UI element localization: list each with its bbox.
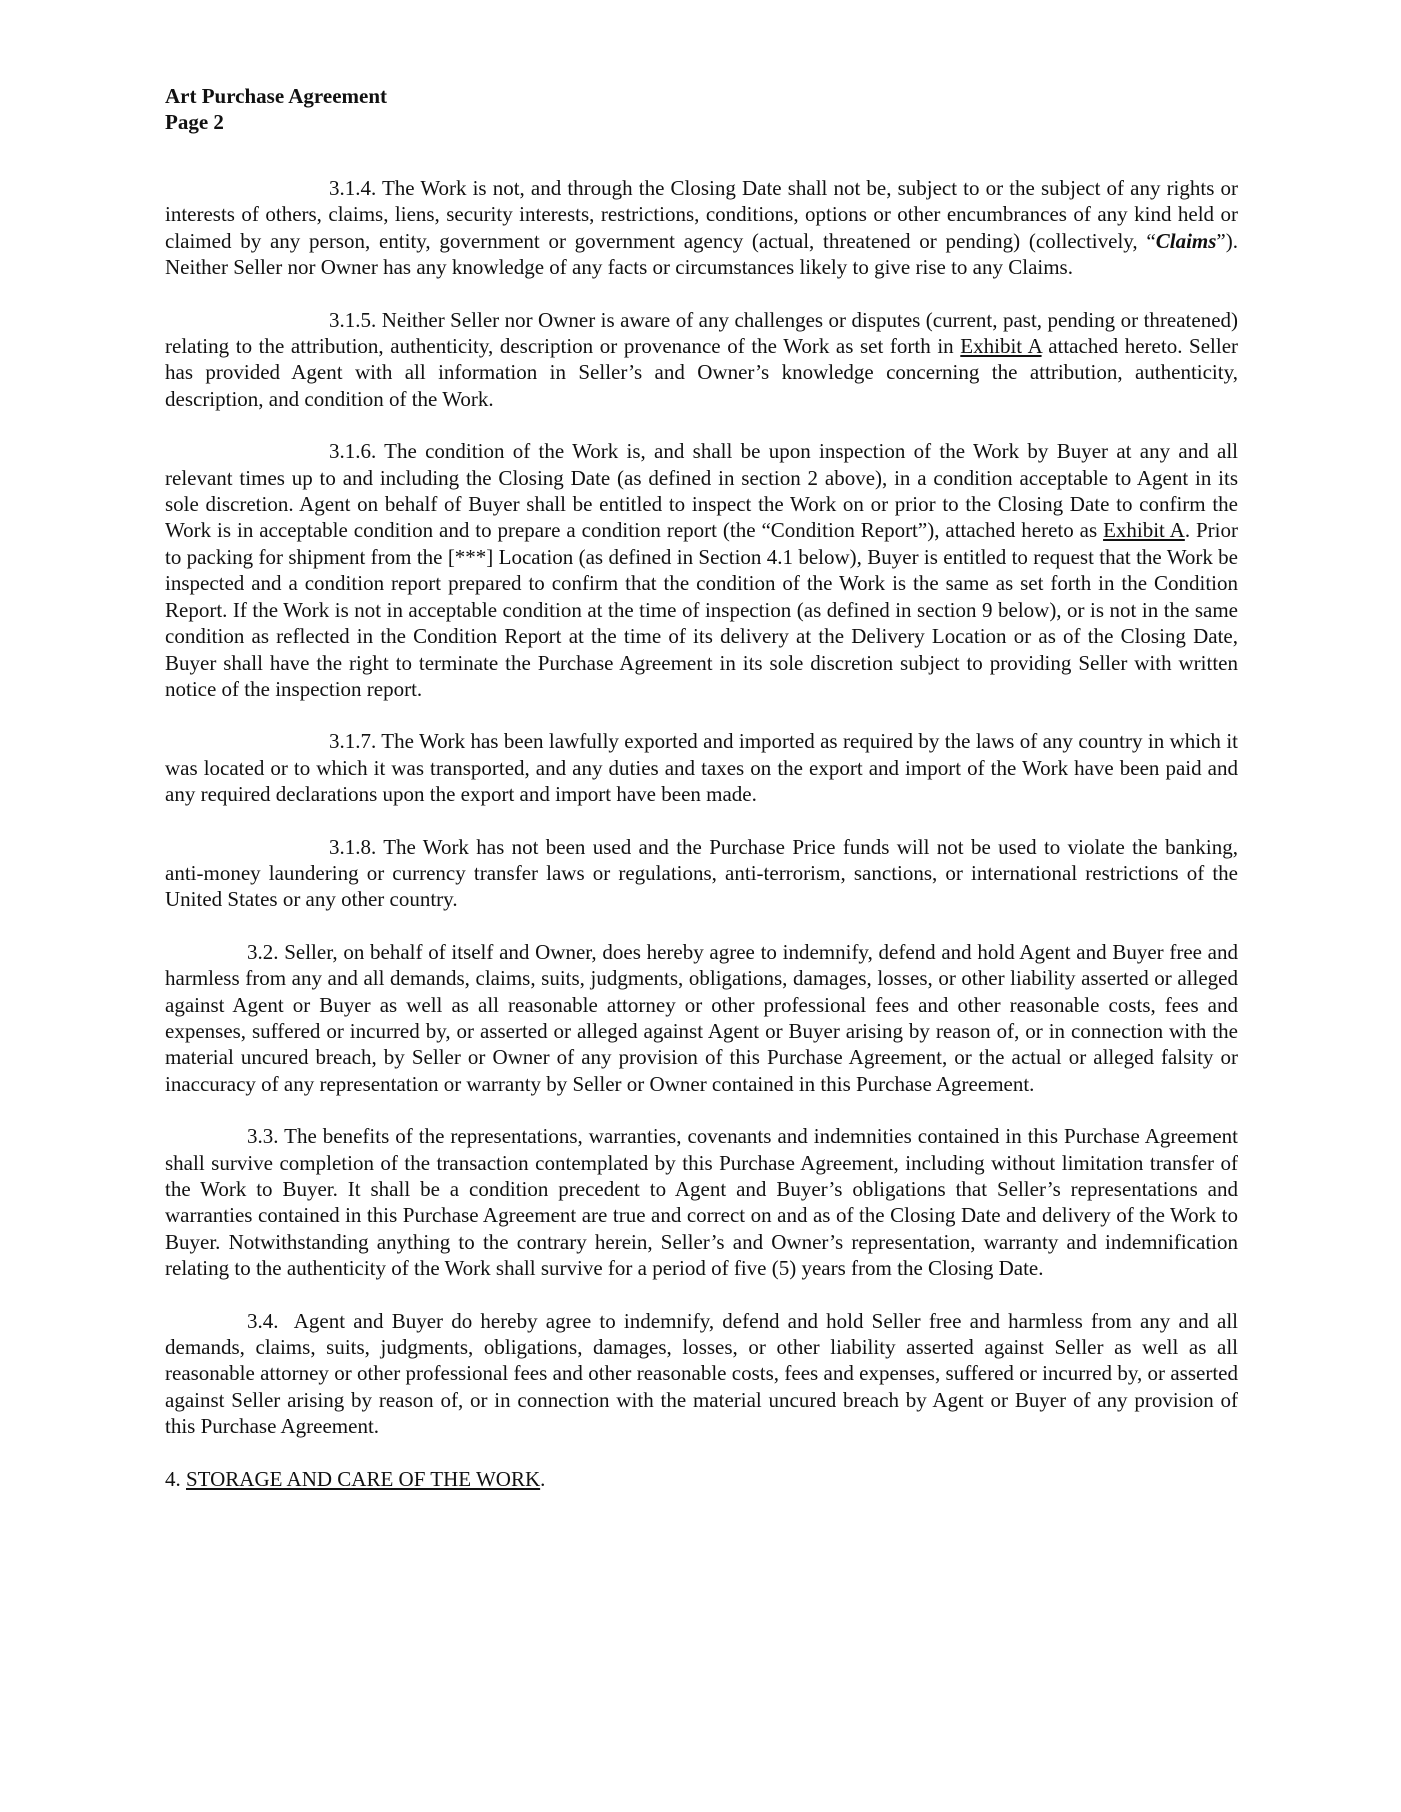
clause-text: Seller, on behalf of itself and Owner, does hereby agree to indemnify, defend and hold Agent and Buyer free and harmless from any and all demands, claims, suits, judgments, obligations, damages, losses, or other liability asserted or alleged against Agent or Buyer as well as all reasonable attorney or other professional fees and other reasonable costs, fees and expenses, suffered or incurred by, or asserted or alleged against Agent or Buyer arising by reason of, or in connection with the material uncured breach, by Seller or Owner of any provision of this Purchase Agreement, or the actual or alleged falsity or inaccuracy of any representation or warranty by Seller or Owner contained in this Purchase Agreement. [165, 939, 1239, 1096]
clause-text: Agent and Buyer do hereby agree to indemnify, defend and hold Seller free and harmless from any and all demands, claims, suits, judgments, obligations, damages, losses, or other liability asserted against Seller as well as all reasonable attorney or other professional fees and other reasonable costs, fees and expenses, suffered or incurred by, or asserted against Seller arising by reason of, or in connection with the material uncured breach by Agent or Buyer of any provision of this Purchase Agreement. [165, 1308, 1238, 1439]
clause-text: The benefits of the representations, warranties, covenants and indemnities contained in this Purchase Agreement shall survive completion of the transaction contemplated by this Purchase Agreement, including without limitation transfer of the Work to Buyer. It shall be a condition precedent to Agent and Buyer’s obligations that Seller’s representations and warranties contained in this Purchase Agreement are true and correct on and as of the Closing Date and delivery of the Work to Buyer. Notwithstanding anything to the contrary herein, Seller’s and Owner’s representation, warranty and indemnification relating to the authenticity of the Work shall survive for a period of five (5) years from the Closing Date. [165, 1124, 1238, 1281]
clause-number: 3.1.8. [329, 834, 377, 859]
page-number: Page 2 [165, 110, 224, 134]
clause-3-3 [165, 1123, 1238, 1281]
clause-number: 3.3. [247, 1124, 279, 1149]
clause-text: The Work has not been used and the Purchase Price funds will not be used to violate the banking, anti-money laundering or currency transfer laws or regulations, anti-terrorism, sanctions, or international restrictions of the United States or any other country. [165, 834, 1238, 912]
clause-text: ”). Neither Seller nor Owner has any knowledge of any facts or circumstances likely to give rise to any Claims. [165, 228, 1238, 280]
section-title-period: . [540, 1466, 546, 1491]
document-body [165, 175, 1238, 1492]
clause-text: Neither Seller nor Owner is aware of any challenges or disputes (current, past, pending or threatened) relating to the attribution, authenticity, description or provenance of the Work as set forth in [165, 307, 1239, 359]
section-title: STORAGE AND CARE OF THE WORK [186, 1466, 541, 1491]
clause-number: 3.1.4. [329, 176, 377, 200]
clause-number: 3.1.5. [329, 307, 377, 332]
clause-number: 3.2. [247, 939, 279, 964]
clause-text: The Work is not, and through the Closing Date shall not be, subject to or the subject of any rights or interests of others, claims, liens, security interests, restrictions, conditions, options or other encumbrances of any kind held or claimed by any person, entity, government or government agency (actual, threatened or pending) (collectively, “ [165, 176, 1238, 253]
document-title: Art Purchase Agreement [165, 84, 387, 108]
clause-text: attached hereto. Seller has provided Agent with all information in Seller’s and Owner’s knowledge concerning the attribution, authenticity, description, and condition of the Work. [165, 334, 1239, 411]
clause-3-1-6 [165, 438, 1238, 702]
exhibit-a-reference: Exhibit A [1103, 518, 1185, 543]
exhibit-a-reference: Exhibit A [960, 334, 1042, 359]
document-header [165, 83, 1238, 135]
clause-3-1-5 [165, 307, 1238, 413]
defined-term-claims: Claims [1155, 228, 1217, 253]
clause-text: The condition of the Work is, and shall be upon inspection of the Work by Buyer at any and all relevant times up to and including the Closing Date (as defined in section 2 above), in a condition acceptable to Agent in its sole discretion. Agent on behalf of Buyer shall be entitled to inspect the Work on or prior to the Closing Date to confirm the Work is in acceptable condition and to prepare a condition report (the “Condition Report”), attached hereto as [165, 439, 1238, 543]
clause-text: . Prior to packing for shipment from the [***] Location (as defined in Section 4.1 below), Buyer is entitled to request that the Work be inspected and a condition report prepared to confirm that the condition of the Work is the same as set forth in the Condition Report. If the Work is not in acceptable condition at the time of inspection (as defined in section 9 below), or is not in the same condition as reflected in the Condition Report at the time of its delivery at the Delivery Location or as of the Closing Date, Buyer shall have the right to terminate the Purchase Agreement in its sole discretion subject to providing Seller with written notice of the inspection report. [165, 518, 1238, 701]
clause-3-4 [165, 1308, 1238, 1440]
section-4-heading [165, 1466, 1238, 1492]
clause-3-2 [165, 939, 1238, 1097]
section-number: 4. [165, 1466, 181, 1491]
clause-3-1-7 [165, 728, 1238, 807]
clause-3-1-4 [165, 175, 1238, 281]
clause-number: 3.1.7. [329, 729, 377, 754]
clause-3-1-8 [165, 834, 1238, 913]
clause-text: The Work has been lawfully exported and imported as required by the laws of any country in which it was located or to which it was transported, and any duties and taxes on the export and import of the Work have been paid and any required declarations upon the export and import have been made. [165, 729, 1238, 807]
clause-number: 3.4. [247, 1308, 279, 1333]
clause-number: 3.1.6. [329, 439, 377, 464]
document-page [165, 83, 1238, 1492]
